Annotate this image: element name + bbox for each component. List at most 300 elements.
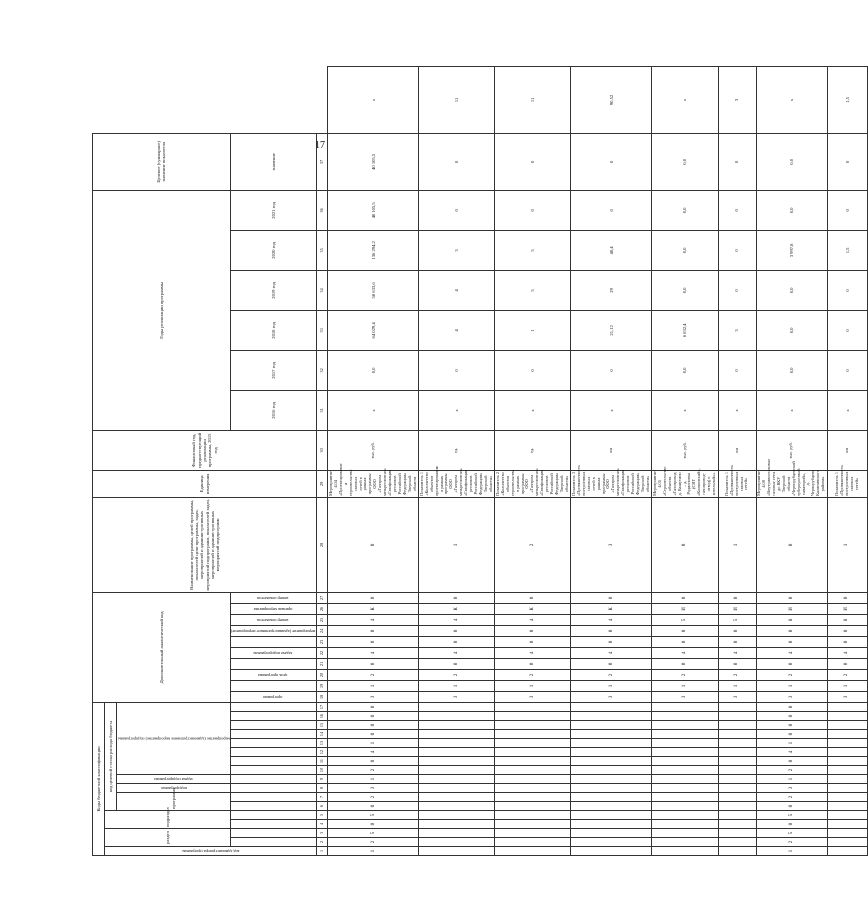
add-code-digit: 4	[571, 647, 652, 658]
header-add-col: признак мероприятия	[230, 603, 316, 614]
header-kbk-digit	[230, 793, 316, 802]
add-code-digit: 1	[419, 497, 495, 592]
column-number: 7	[317, 793, 328, 802]
row-year-value: 0,0	[652, 190, 718, 230]
row-description: Мероприятие 4.05 «Строительство объекта «Газопровод д. Вашутино – д. Родионовка (СНТ «Колвинский», газопровод-отвод) к котельной»»	[651, 466, 717, 496]
kbk-digit	[571, 802, 652, 811]
kbk-digit: 2	[756, 838, 827, 847]
add-code-digit: 0	[718, 636, 756, 647]
add-code-digit: 3	[419, 691, 495, 702]
header-add-col: номер показателя	[230, 614, 316, 625]
kbk-digit	[495, 784, 571, 793]
kbk-digit	[718, 784, 756, 793]
row-unit: км	[571, 430, 652, 470]
column-number: 15	[317, 721, 328, 730]
row-fin-year: х	[718, 390, 756, 430]
column-number: 21	[317, 658, 328, 669]
row-year-value: 0,0	[756, 310, 827, 350]
kbk-digit: 0	[328, 802, 419, 811]
column-number: 16	[317, 712, 328, 721]
kbk-digit	[827, 820, 867, 829]
add-code-digit: 2	[652, 669, 718, 680]
kbk-digit	[718, 712, 756, 721]
kbk-digit: 2	[756, 793, 827, 802]
row-year-value: 0	[827, 310, 867, 350]
column-number: 2	[317, 838, 328, 847]
kbk-digit	[827, 829, 867, 838]
kbk-digit	[652, 811, 718, 820]
header-years-group: Годы реализации программы	[93, 190, 231, 430]
add-code-digit: 0	[827, 658, 867, 669]
row-unit: ед.	[495, 430, 571, 470]
header-kbk-digit	[230, 829, 316, 838]
header-kbk-digit	[230, 766, 316, 775]
row-description: Показатель 1 «Протяженность построенных газовых сетей»	[718, 470, 756, 497]
kbk-digit	[495, 766, 571, 775]
add-code-digit: 1	[756, 680, 827, 691]
header-kbk-digit	[230, 712, 316, 721]
row-year-value: 3 997,8	[756, 230, 827, 270]
kbk-digit	[718, 793, 756, 802]
header-year: 2019 год	[230, 270, 316, 310]
kbk-digit	[495, 702, 571, 711]
row-year-value: 0	[827, 190, 867, 230]
kbk-digit: 2	[756, 766, 827, 775]
row-description: Мероприятие 4.04 «Проектирование и строительство газовых сетей в рамках программы ООО «Газпром межрегионгаз» «Газификация регионов Российской Федерации» Тверской области	[327, 463, 417, 496]
kbk-digit	[718, 811, 756, 820]
add-code-digit: И	[756, 603, 827, 614]
header-kbk-digit	[230, 721, 316, 730]
row-fin-year: х	[328, 390, 419, 430]
kbk-digit	[652, 712, 718, 721]
row-unit: тыс. руб.	[652, 430, 718, 470]
kbk-digit	[571, 739, 652, 748]
header-kbk-digit	[230, 820, 316, 829]
header-value: значение	[230, 133, 316, 190]
header-kbk-section: раздел	[105, 829, 231, 847]
kbk-digit: 4	[328, 748, 419, 757]
header-fin-year: Финансовый год, предшествующий реализации программы, 2015 год	[93, 430, 317, 470]
row-year-value: 0	[718, 270, 756, 310]
kbk-digit	[571, 784, 652, 793]
add-code-digit: 0	[827, 592, 867, 603]
add-code-digit: 3	[718, 691, 756, 702]
add-code-digit: 4	[495, 614, 571, 625]
add-code-digit: 5	[652, 614, 718, 625]
kbk-digit	[419, 739, 495, 748]
budget-program-table	[92, 66, 868, 856]
column-number: 13	[317, 739, 328, 748]
add-code-digit: К	[495, 603, 571, 614]
add-code-digit: 0	[571, 658, 652, 669]
kbk-digit	[718, 739, 756, 748]
table-row	[495, 67, 571, 856]
kbk-digit	[652, 721, 718, 730]
row-unit: тыс. руб.	[328, 430, 419, 470]
kbk-digit	[827, 748, 867, 757]
kbk-digit	[827, 730, 867, 739]
row-year-value: 0	[827, 350, 867, 390]
column-number: 31	[317, 390, 328, 430]
kbk-digit	[495, 793, 571, 802]
kbk-digit	[718, 829, 756, 838]
add-code-digit: 0	[328, 636, 419, 647]
header-kbk-digit	[230, 748, 316, 757]
kbk-digit	[419, 766, 495, 775]
row-year-value: 0	[718, 230, 756, 270]
add-code-digit: 2	[419, 669, 495, 680]
kbk-digit	[718, 721, 756, 730]
row-description: Показатель 1 «Протяженность построенных газовых сетей»	[827, 470, 867, 497]
add-code-digit: 0	[756, 658, 827, 669]
kbk-digit	[571, 829, 652, 838]
column-number: 28	[317, 497, 328, 592]
kbk-digit	[495, 829, 571, 838]
kbk-digit: 0	[328, 712, 419, 721]
row-year-value: 0	[718, 350, 756, 390]
add-code-digit: 0	[756, 592, 827, 603]
header-row-1	[93, 67, 105, 856]
row-fin-year: х	[419, 390, 495, 430]
row-fin-year: х	[652, 390, 718, 430]
column-number: 36	[317, 190, 328, 230]
kbk-digit	[571, 721, 652, 730]
row-year-value: 21,12	[571, 310, 652, 350]
header-year: 2021 год	[230, 190, 316, 230]
kbk-digit	[419, 712, 495, 721]
kbk-digit: 1	[756, 847, 827, 856]
kbk-digit	[571, 730, 652, 739]
header-kbk-digit	[230, 739, 316, 748]
kbk-digit	[419, 793, 495, 802]
add-code-digit: 0	[652, 625, 718, 636]
kbk-digit: 5	[328, 829, 419, 838]
kbk-digit	[571, 748, 652, 757]
page-number: 17	[315, 140, 325, 151]
header-kbk-digit	[230, 775, 316, 784]
column-number: 10	[317, 766, 328, 775]
add-code-digit: 4	[827, 647, 867, 658]
add-code-digit: 0	[827, 636, 867, 647]
add-code-digit: 4	[419, 614, 495, 625]
kbk-digit	[827, 775, 867, 784]
kbk-digit	[718, 847, 756, 856]
kbk-digit	[571, 757, 652, 766]
kbk-digit: 0	[756, 820, 827, 829]
row-year-value: 5	[495, 270, 571, 310]
column-number: 23	[317, 636, 328, 647]
add-code-digit: 1	[718, 497, 756, 592]
kbk-digit	[419, 838, 495, 847]
row-description: Мероприятие 4.08 «Внутрипоселковые газовые сети до ВКУ Тверской области «Чернорубцевский туберкулезный санаторий», д. Чернорубцево Калининского района»	[756, 458, 826, 496]
add-code-digit: 1	[571, 680, 652, 691]
add-code-digit: 0	[328, 592, 419, 603]
column-number: 9	[317, 775, 328, 784]
row-year-value: 3	[718, 310, 756, 350]
add-code-digit: 2	[571, 669, 652, 680]
row-year-value: 0,0	[756, 133, 827, 190]
kbk-digit: 1	[328, 847, 419, 856]
header-kbk-target-item: код целевой статьи расхода бюджета	[105, 702, 117, 810]
kbk-digit	[419, 775, 495, 784]
add-code-digit: 0	[718, 592, 756, 603]
kbk-digit	[652, 739, 718, 748]
kbk-digit: 2	[328, 838, 419, 847]
row-target: 11	[419, 67, 495, 134]
add-code-digit: 0	[419, 592, 495, 603]
kbk-digit	[571, 702, 652, 711]
row-year-value: 0	[718, 133, 756, 190]
kbk-digit	[827, 811, 867, 820]
kbk-digit: 2	[328, 766, 419, 775]
table-row	[652, 67, 718, 856]
table-row	[419, 67, 495, 856]
kbk-digit	[419, 784, 495, 793]
kbk-digit	[718, 802, 756, 811]
add-code-digit: 4	[495, 647, 571, 658]
add-code-digit: И	[718, 603, 756, 614]
row-target: 90,52	[571, 67, 652, 134]
row-unit: км	[827, 430, 867, 470]
kbk-digit: 0	[756, 702, 827, 711]
header-kbk-subsection: подраздел	[105, 811, 231, 829]
row-target: 3	[718, 67, 756, 134]
header-target: Целевое (суммарное) значение показателя	[93, 133, 231, 190]
add-code-digit: 0	[652, 636, 718, 647]
table-row	[756, 67, 827, 856]
add-code-digit: 1	[495, 680, 571, 691]
add-code-digit: 0	[827, 625, 867, 636]
header-year: 2018 год	[230, 310, 316, 350]
add-code-digit: 0	[718, 658, 756, 669]
kbk-digit	[419, 721, 495, 730]
kbk-digit	[495, 712, 571, 721]
header-kbk-digit	[230, 757, 316, 766]
row-year-value: 0,0	[652, 270, 718, 310]
column-number: 12	[317, 748, 328, 757]
kbk-digit	[652, 838, 718, 847]
kbk-digit	[419, 730, 495, 739]
row-description: Показатель 3 «Протяженность построенных газовых сетей в рамках программы ООО «Газпром межрегионгаз» «Газификация регионов Российской Федерации» Тверской области»	[570, 465, 650, 496]
kbk-digit	[652, 784, 718, 793]
kbk-digit	[718, 748, 756, 757]
kbk-digit	[495, 802, 571, 811]
kbk-digit	[827, 702, 867, 711]
header-add-col: номер показателя	[230, 592, 316, 603]
kbk-digit	[827, 802, 867, 811]
kbk-digit	[827, 739, 867, 748]
add-code-digit: 1	[419, 680, 495, 691]
row-year-value: 58 633,6	[328, 270, 419, 310]
header-kbk-admin: код администратора программы	[105, 847, 317, 856]
kbk-digit	[495, 775, 571, 784]
column-number: 29	[317, 470, 328, 497]
kbk-digit: 1	[328, 739, 419, 748]
kbk-digit: 5	[756, 811, 827, 820]
add-code-digit: К	[328, 603, 419, 614]
kbk-digit	[652, 766, 718, 775]
add-code-digit: 0	[328, 625, 419, 636]
row-year-value: 3	[419, 230, 495, 270]
kbk-digit	[652, 757, 718, 766]
column-number: 25	[317, 614, 328, 625]
header-add-col	[230, 680, 316, 691]
kbk-digit	[419, 748, 495, 757]
header-kbk-digit	[230, 784, 316, 793]
row-description: Показатель 1 «Количество объектов проектирования в рамках программы ООО «Газпром межрегионгаз» «Газификация регионов Российской Федерации» Тверской области»	[418, 466, 493, 496]
add-code-digit: 3	[652, 691, 718, 702]
add-code-digit: К	[571, 603, 652, 614]
kbk-digit	[718, 775, 756, 784]
row-year-value: 0	[827, 270, 867, 310]
header-kbk: Коды бюджетной классификации	[93, 702, 105, 855]
column-number: 19	[317, 680, 328, 691]
kbk-digit: 0	[756, 802, 827, 811]
add-code-digit: 0	[756, 497, 827, 592]
header-kbk-program: программа	[117, 793, 231, 811]
add-code-digit: 0	[495, 592, 571, 603]
kbk-digit: 1	[328, 775, 419, 784]
add-code-digit: 4	[652, 647, 718, 658]
header-additional-code: Дополнительный аналитический код	[93, 592, 231, 702]
kbk-digit: 0	[328, 730, 419, 739]
row-target: х	[652, 67, 718, 134]
header-kbk-event: мероприятие (административное мероприятие) подпрограммы	[117, 702, 231, 774]
kbk-digit: 3	[756, 784, 827, 793]
kbk-digit: 0	[328, 757, 419, 766]
kbk-digit	[495, 721, 571, 730]
add-code-digit: 2	[495, 669, 571, 680]
kbk-digit	[571, 847, 652, 856]
kbk-digit	[495, 820, 571, 829]
add-code-digit: 3	[571, 691, 652, 702]
row-fin-year: х	[571, 390, 652, 430]
add-code-digit: 4	[718, 647, 756, 658]
add-code-digit: 5	[718, 614, 756, 625]
kbk-digit	[827, 838, 867, 847]
header-kbk-digit	[230, 811, 316, 820]
kbk-digit	[652, 730, 718, 739]
row-year-value: 6 632,4	[652, 310, 718, 350]
column-number: 30	[317, 430, 328, 470]
kbk-digit: 0	[756, 712, 827, 721]
add-code-digit: 1	[827, 497, 867, 592]
kbk-digit: 1	[756, 775, 827, 784]
column-number: 5	[317, 811, 328, 820]
row-fin-year: х	[756, 390, 827, 430]
column-number: 22	[317, 647, 328, 658]
row-year-value: 40 105,5	[328, 190, 419, 230]
kbk-digit	[495, 838, 571, 847]
column-number: 26	[317, 603, 328, 614]
row-year-value: 0	[827, 133, 867, 190]
kbk-digit	[718, 820, 756, 829]
add-code-digit: 0	[328, 497, 419, 592]
header-add-col	[230, 636, 316, 647]
row-year-value: 40,4	[571, 230, 652, 270]
row-fin-year: х	[495, 390, 571, 430]
column-number: 14	[317, 730, 328, 739]
header-add-col	[230, 658, 316, 669]
kbk-digit	[419, 829, 495, 838]
kbk-digit: 0	[328, 721, 419, 730]
kbk-digit	[419, 702, 495, 711]
add-code-digit: 0	[495, 658, 571, 669]
kbk-digit: 0	[756, 730, 827, 739]
kbk-digit	[571, 820, 652, 829]
add-code-digit: 0	[571, 625, 652, 636]
add-code-digit: 2	[718, 669, 756, 680]
row-year-value: 136 294,2	[328, 230, 419, 270]
add-code-digit: 3	[495, 691, 571, 702]
row-unit: км	[718, 430, 756, 470]
add-code-digit: И	[652, 603, 718, 614]
kbk-digit	[419, 757, 495, 766]
kbk-digit	[718, 838, 756, 847]
row-target: х	[756, 67, 827, 134]
kbk-digit	[495, 811, 571, 820]
add-code-digit: 0	[571, 592, 652, 603]
row-unit: тыс. руб.	[756, 430, 827, 470]
add-code-digit: К	[419, 603, 495, 614]
column-number: 6	[317, 802, 328, 811]
kbk-digit	[827, 757, 867, 766]
add-code-digit: 3	[328, 691, 419, 702]
kbk-digit: 0	[756, 757, 827, 766]
table-row	[827, 67, 867, 856]
header-kbk-digit	[230, 730, 316, 739]
row-year-value: 0,0	[756, 190, 827, 230]
add-code-digit: И	[827, 603, 867, 614]
column-number: 27	[317, 592, 328, 603]
kbk-digit	[652, 829, 718, 838]
header-year: 2017 год	[230, 350, 316, 390]
table-row	[328, 67, 419, 856]
row-year-value: 0	[495, 350, 571, 390]
column-number: 3	[317, 829, 328, 838]
header-kbk-task: задача подпрограммы	[117, 775, 231, 784]
kbk-digit	[652, 702, 718, 711]
row-year-value: 0	[419, 190, 495, 230]
add-code-digit: 0	[652, 658, 718, 669]
kbk-digit	[495, 739, 571, 748]
add-code-digit: 2	[827, 669, 867, 680]
row-year-value: 1,5	[827, 230, 867, 270]
kbk-digit	[419, 847, 495, 856]
column-number: 8	[317, 784, 328, 793]
add-code-digit: 0	[756, 625, 827, 636]
add-code-digit: 0	[652, 592, 718, 603]
column-number: 35	[317, 230, 328, 270]
kbk-digit	[419, 820, 495, 829]
kbk-digit	[419, 811, 495, 820]
add-code-digit: 3	[571, 497, 652, 592]
row-year-value: 29	[571, 270, 652, 310]
header-year: 2020 год	[230, 230, 316, 270]
kbk-digit	[718, 702, 756, 711]
kbk-digit	[495, 748, 571, 757]
kbk-digit	[827, 766, 867, 775]
kbk-digit	[718, 766, 756, 775]
column-number: 18	[317, 691, 328, 702]
row-year-value: 0	[419, 350, 495, 390]
add-code-digit: 0	[328, 658, 419, 669]
kbk-digit	[419, 802, 495, 811]
row-year-value: 0	[718, 190, 756, 230]
kbk-digit	[718, 730, 756, 739]
column-number: 1	[317, 847, 328, 856]
header-unit: Единица измерения	[93, 470, 317, 497]
